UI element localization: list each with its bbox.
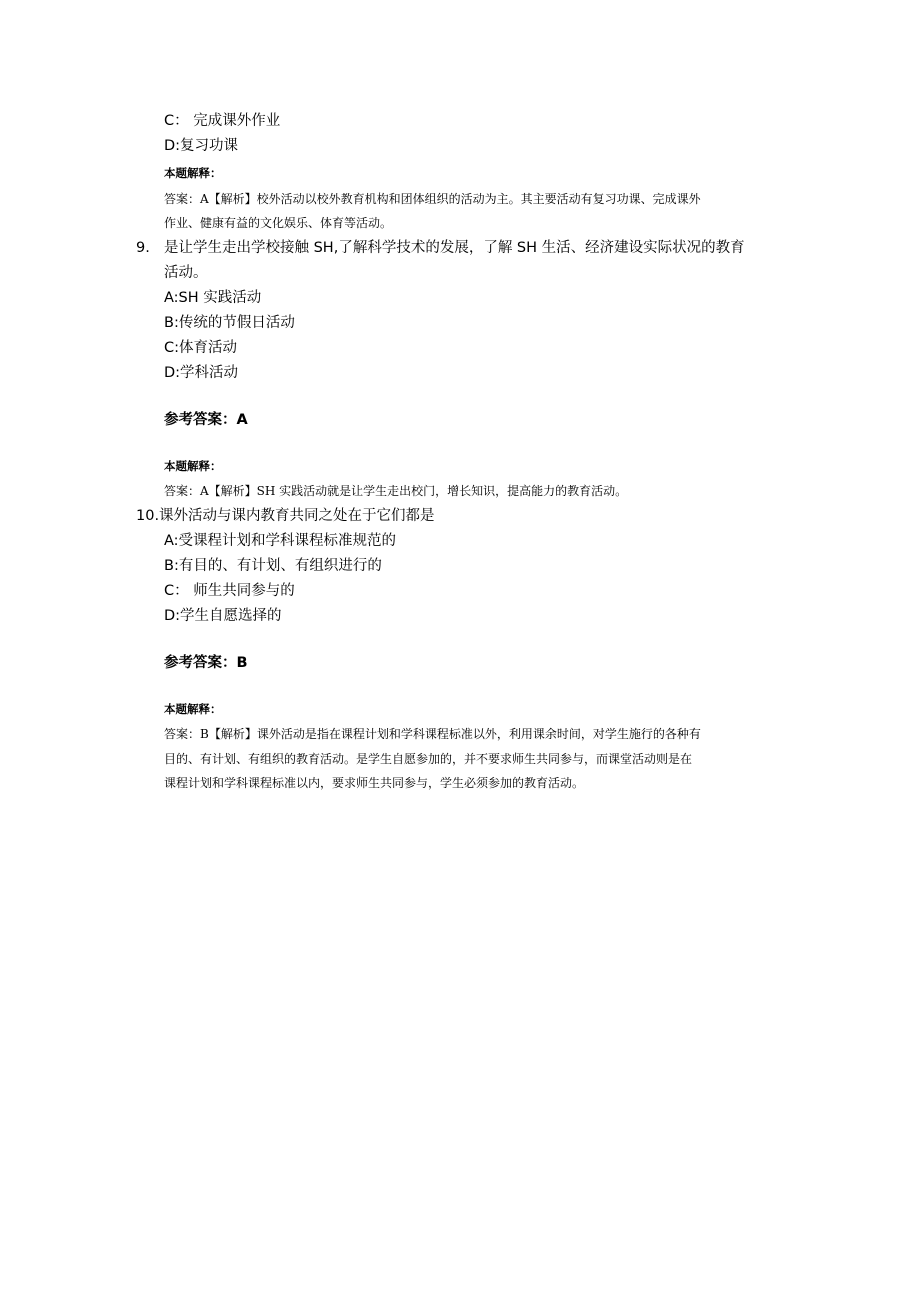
option-d: D:学生自愿选择的 — [164, 608, 282, 624]
explanation-label: 本题解释： — [164, 459, 222, 473]
explanation-label: 本题解释： — [164, 166, 222, 180]
option-d: D:复习功课 — [164, 138, 239, 154]
explanation-text: 答案：B【解析】课外活动是指在课程计划和学科课程标准以外，利用课余时间，对学生施行的各种有 — [164, 727, 701, 741]
question-stem-9: 是让学生走出学校接触 SH,了解科学技术的发展，了解 SH 生活、经济建设实际状况的教育 — [164, 240, 745, 256]
question-stem-10: 10.课外活动与课内教育共同之处在于它们都是 — [136, 508, 435, 524]
question-stem-9-cont: 活动。 — [164, 265, 208, 281]
question-number-9: 9. — [136, 240, 150, 256]
explanation-text: 课程计划和学科课程标准以内，要求师生共同参与，学生必须参加的教育活动。 — [164, 776, 585, 790]
option-a: A:受课程计划和学科课程标准规范的 — [164, 533, 397, 549]
explanation-label: 本题解释： — [164, 702, 222, 716]
option-b: B:有目的、有计划、有组织进行的 — [164, 558, 382, 574]
option-d: D:学科活动 — [164, 365, 239, 381]
reference-answer: 参考答案：A — [164, 412, 248, 428]
option-c: C:体育活动 — [164, 340, 238, 356]
option-a: A:SH 实践活动 — [164, 290, 262, 306]
explanation-text: 答案：A【解析】校外活动以校外教育机构和团体组织的活动为主。其主要活动有复习功课、完成课外 — [164, 192, 701, 206]
explanation-text: 目的、有计划、有组织的教育活动。是学生自愿参加的，并不要求师生共同参与，而课堂活动则是在 — [164, 752, 693, 766]
explanation-text: 答案：A【解析】SH 实践活动就是让学生走出校门，增长知识，提高能力的教育活动。 — [164, 484, 628, 498]
reference-answer: 参考答案：B — [164, 655, 248, 671]
option-c: C： 完成课外作业 — [164, 113, 281, 129]
option-c: C： 师生共同参与的 — [164, 583, 295, 599]
explanation-text: 作业、健康有益的文化娱乐、体育等活动。 — [164, 216, 393, 230]
option-b: B:传统的节假日活动 — [164, 315, 295, 331]
